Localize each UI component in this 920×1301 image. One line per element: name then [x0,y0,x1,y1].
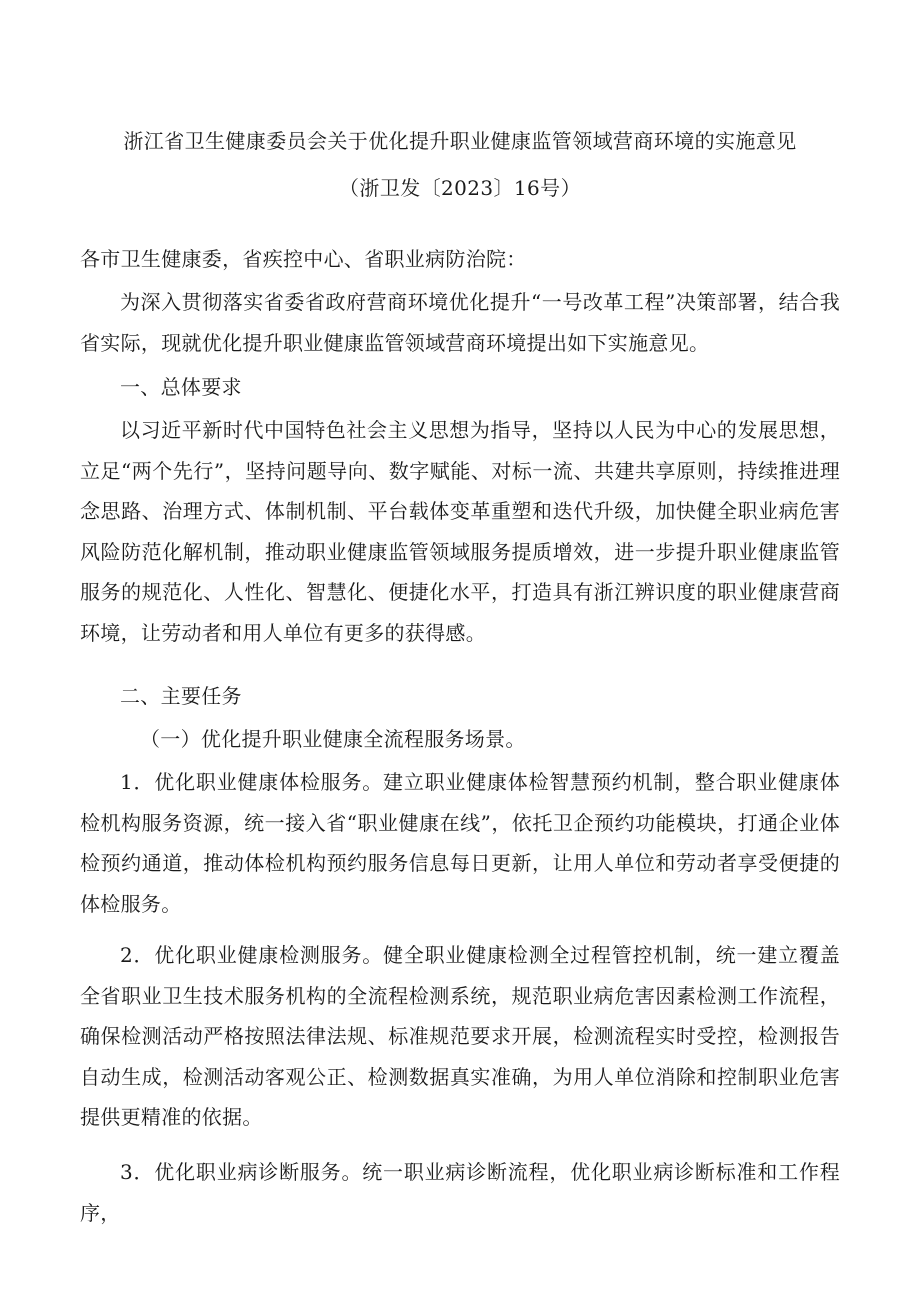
section-1-paragraph: 以习近平新时代中国特色社会主义思想为指导，坚持以人民为中心的发展思想，立足“两个先行”，坚持问题导向、数字赋能、对标一流、共建共享原则，持续推进理念思路、治理方式、体制机制、平台载体变革重塑和迭代升级，加快健全职业病危害风险防范化解机制，推动职业健康监管领域服务提质增效，进一步提升职业健康监管服务的规范化、人性化、智慧化、便捷化水平，打造具有浙江辨识度的职业健康营商环境，让劳动者和用人单位有更多的获得感。 [80,418,840,645]
task-item-3: 3．优化职业病诊断服务。统一职业病诊断流程，优化职业病诊断标准和工作程序， [80,1160,840,1225]
addressee: 各市卫生健康委，省疾控中心、省职业病防治院： [80,247,527,271]
task-item-1: 1．优化职业健康体检服务。建立职业健康体检智慧预约机制，整合职业健康体检机构服务资源，统一接入省“职业健康在线”，依托卫企预约功能模块，打通企业体检预约通道，推动体检机构预约服务信息每日更新，让用人单位和劳动者享受便捷的体检服务。 [80,770,840,916]
section-1-heading: 一、总体要求 [120,375,242,399]
document-title: 浙江省卫生健康委员会关于优化提升职业健康监管领域营商环境的实施意见 [123,129,797,153]
section-2-heading: 二、主要任务 [120,684,242,708]
task-item-2: 2．优化职业健康检测服务。健全职业健康检测全过程管控机制，统一建立覆盖全省职业卫生技术服务机构的全流程检测系统，规范职业病危害因素检测工作流程，确保检测活动严格按照法律法规、标准规范要求开展，检测流程实时受控，检测报告自动生成，检测活动客观公正、检测数据真实准确，为用人单位消除和控制职业危害提供更精准的依据。 [80,943,840,1129]
document-number: （浙卫发〔2023〕16号） [339,176,581,200]
subsection-1-heading: （一）优化提升职业健康全流程服务场景。 [140,727,526,751]
intro-paragraph: 为深入贯彻落实省委省政府营商环境优化提升“一号改革工程”决策部署，结合我省实际，现就优化提升职业健康监管领域营商环境提出如下实施意见。 [80,290,840,355]
